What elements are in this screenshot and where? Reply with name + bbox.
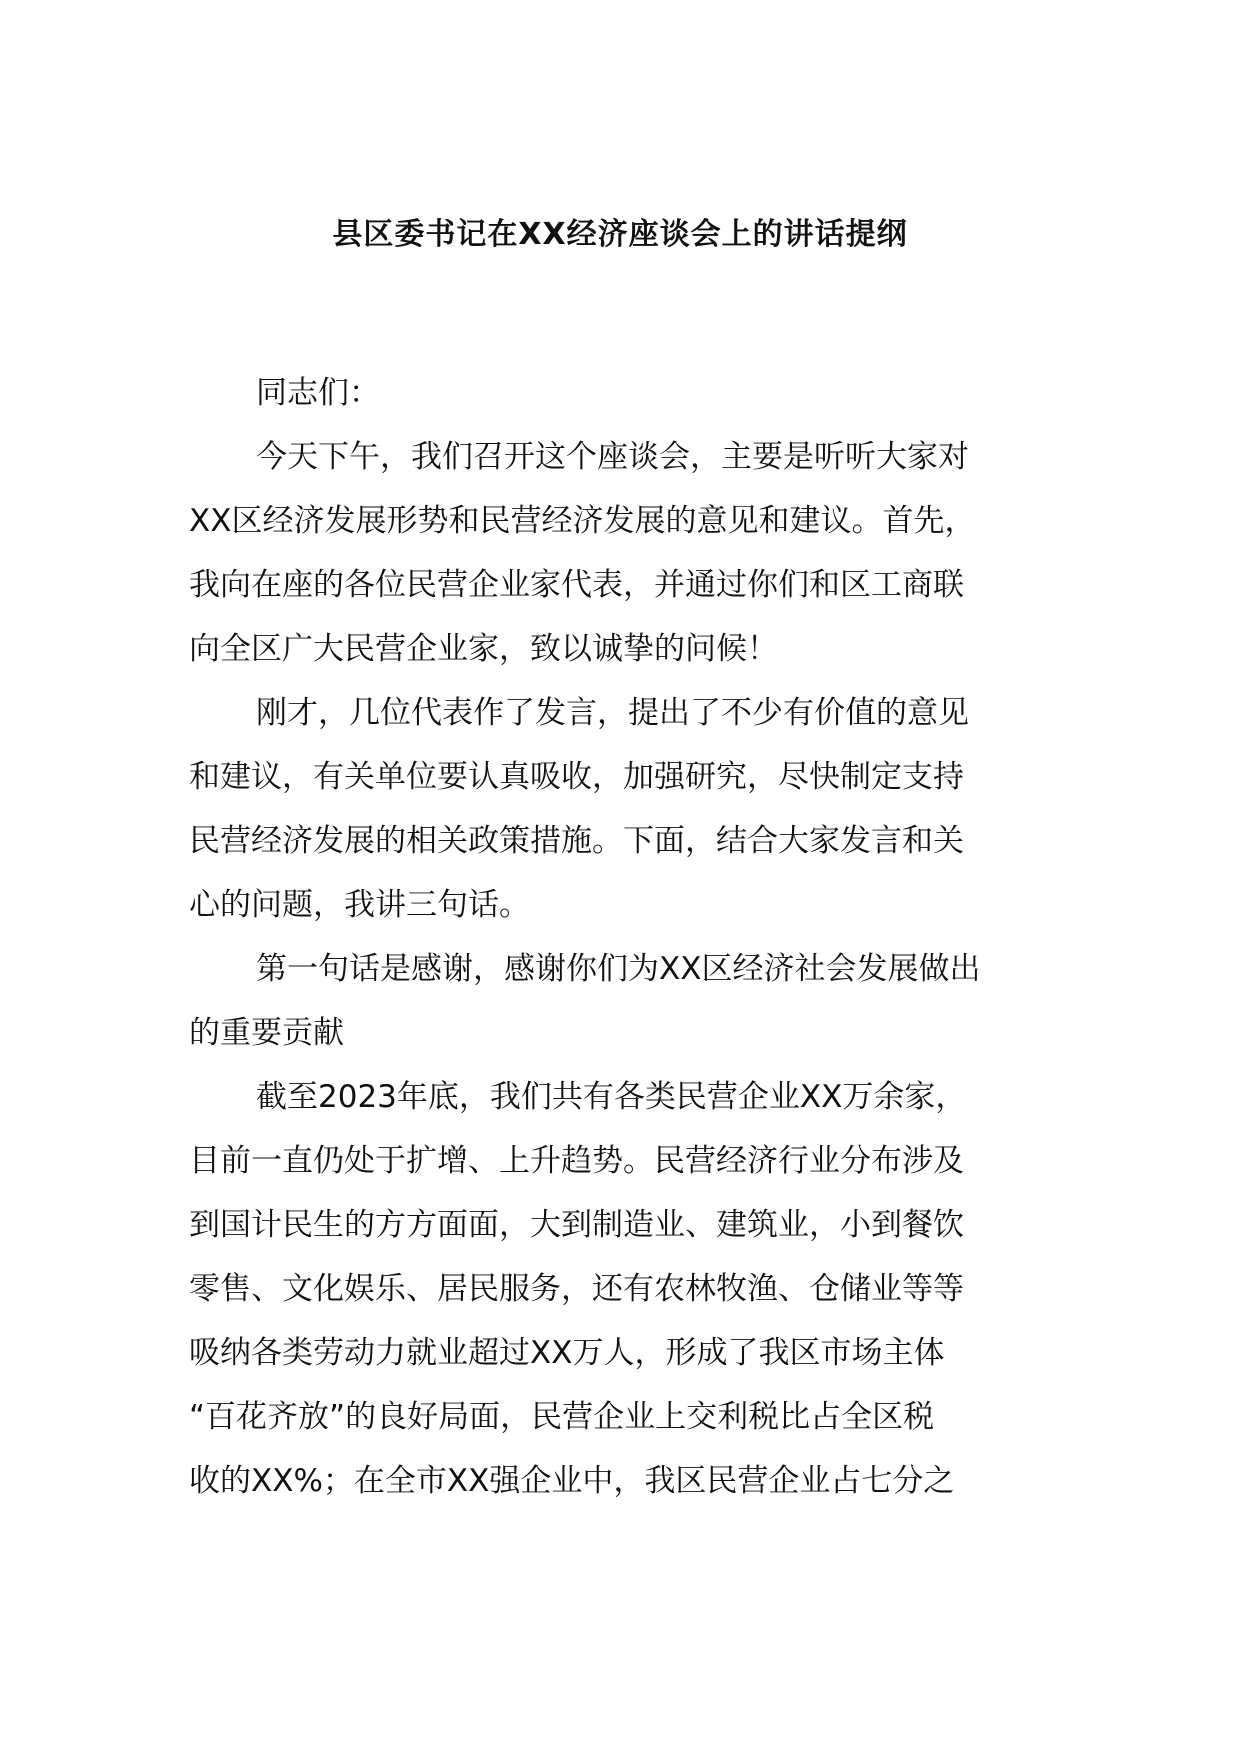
section-heading-line-2: 的重要贡献	[189, 1015, 344, 1051]
paragraph-1-line-2: XX区经济发展形势和民营经济发展的意见和建议。首先，	[189, 503, 976, 539]
paragraph-1-line-4: 向全区广大民营企业家，致以诚挚的问候！	[189, 631, 778, 667]
paragraph-3-line-3: 到国计民生的方方面面，大到制造业、建筑业，小到餐饮	[189, 1207, 964, 1243]
paragraph-2-line-2: 和建议，有关单位要认真吸收，加强研究，尽快制定支持	[189, 759, 964, 795]
paragraph-2-line-4: 心的问题，我讲三句话。	[189, 887, 530, 923]
paragraph-3-line-5: 吸纳各类劳动力就业超过XX万人，形成了我区市场主体	[189, 1335, 945, 1371]
paragraph-2-line-1: 刚才，几位代表作了发言，提出了不少有价值的意见	[256, 695, 969, 731]
section-heading-line-1: 第一句话是感谢，感谢你们为XX区经济社会发展做出	[256, 951, 981, 987]
paragraph-1-line-1: 今天下午，我们召开这个座谈会，主要是听听大家对	[256, 439, 969, 475]
salutation-line: 同志们：	[256, 375, 380, 411]
document-title: 县区委书记在XX经济座谈会上的讲话提纲	[332, 217, 908, 252]
paragraph-3-line-2: 目前一直仍处于扩增、上升趋势。民营经济行业分布涉及	[189, 1143, 964, 1179]
paragraph-3-line-4: 零售、文化娱乐、居民服务，还有农林牧渔、仓储业等等	[189, 1271, 964, 1307]
paragraph-2-line-3: 民营经济发展的相关政策措施。下面，结合大家发言和关	[189, 823, 964, 859]
paragraph-3-line-1: 截至2023年底，我们共有各类民营企业XX万余家，	[256, 1079, 967, 1115]
paragraph-3-line-7: 收的XX%；在全市XX强企业中，我区民营企业占七分之	[189, 1463, 955, 1499]
paragraph-1-line-3: 我向在座的各位民营企业家代表，并通过你们和区工商联	[189, 567, 964, 603]
paragraph-3-line-6: “百花齐放”的良好局面，民营企业上交利税比占全区税	[189, 1399, 935, 1435]
